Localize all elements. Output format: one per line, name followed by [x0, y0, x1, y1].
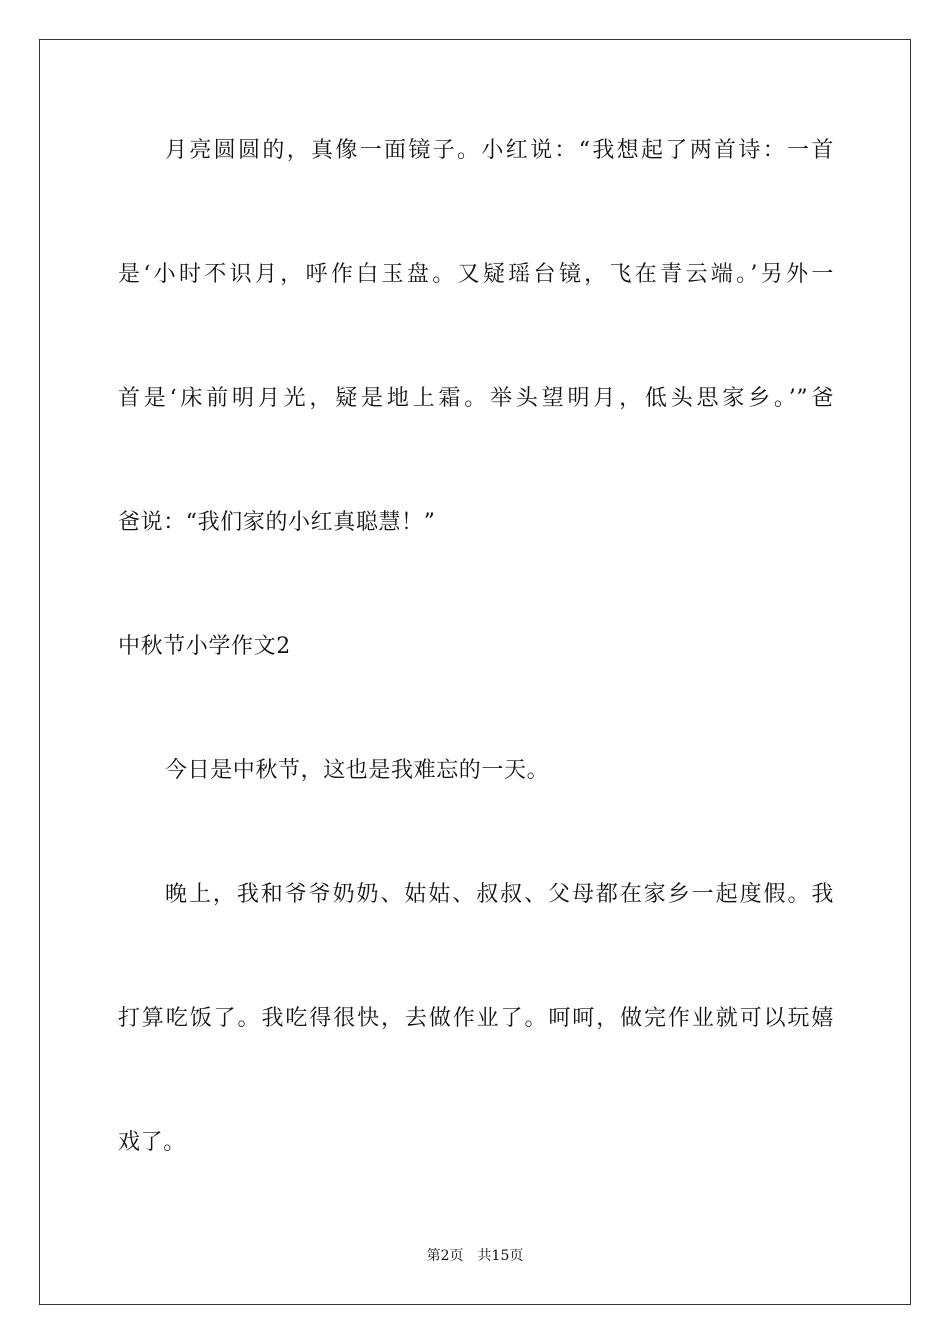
paragraph-1-line-2: 是‘小时不识月，呼作白玉盘。又疑瑶台镜，飞在青云端。’另外一 [118, 262, 834, 287]
paragraph-1-line-4: 爸说：“我们家的小红真聪慧！” [118, 510, 436, 535]
page-border [39, 39, 911, 1305]
paragraph-3-line-1: 晚上，我和爷爷奶奶、姑姑、叔叔、父母都在家乡一起度假。我 [165, 882, 834, 907]
paragraph-3-line-3: 戏了。 [118, 1130, 186, 1155]
paragraph-2-line-1: 今日是中秋节，这也是我难忘的一天。 [165, 758, 550, 783]
paragraph-1-line-1: 月亮圆圆的，真像一面镜子。小红说：“我想起了两首诗：一首 [165, 138, 834, 163]
page-footer [0, 1246, 950, 1266]
paragraph-1-line-3: 首是‘床前明月光，疑是地上霜。举头望明月，低头思家乡。’”爸 [118, 386, 834, 411]
section-heading: 中秋节小学作文2 [118, 634, 291, 659]
page-number-label: 第2页 共15页 [426, 1248, 524, 1264]
paragraph-3-line-2: 打算吃饭了。我吃得很快，去做作业了。呵呵，做完作业就可以玩嬉 [118, 1006, 834, 1031]
